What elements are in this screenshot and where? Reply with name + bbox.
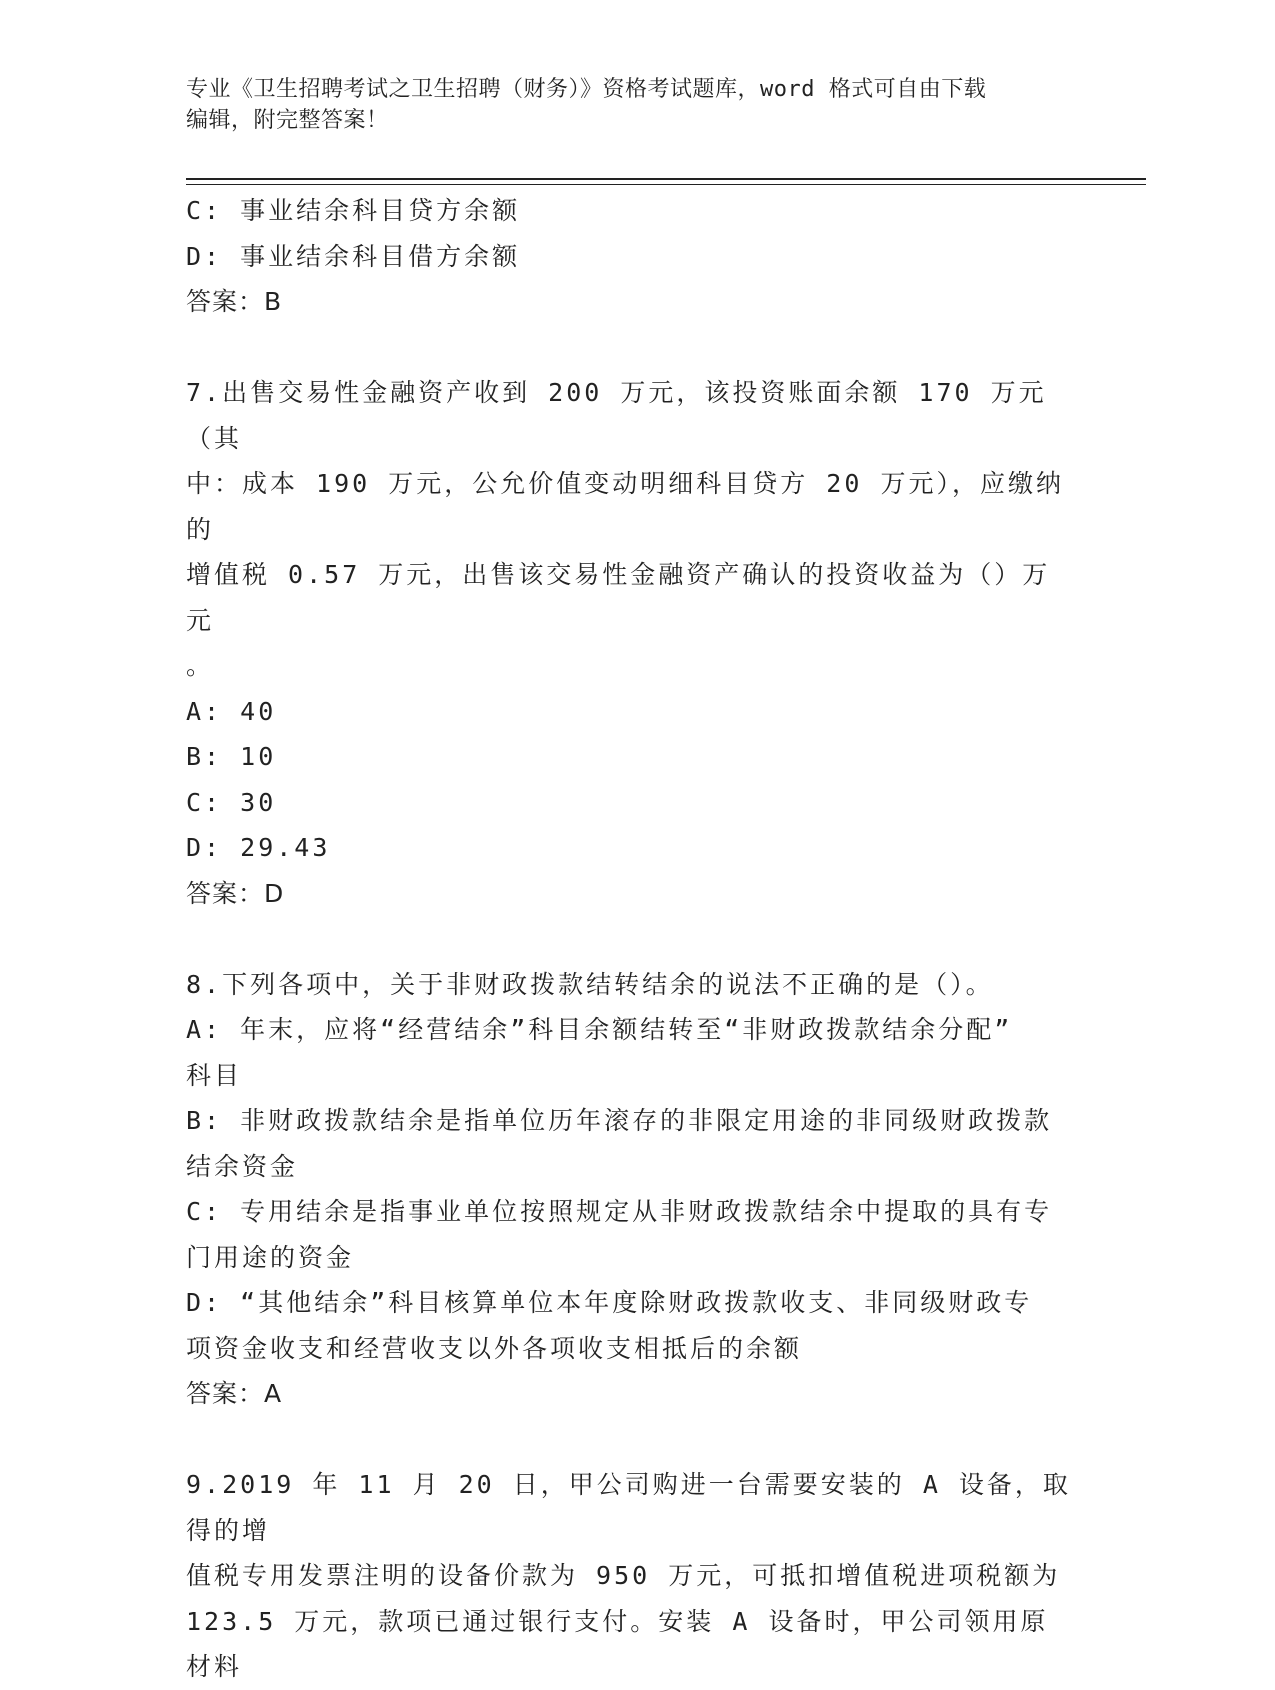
spacer <box>186 325 1071 371</box>
q8-option-d-line-1: D: “其他结余”科目核算单位本年度除财政拨款收支、非同级财政专 <box>186 1288 1033 1317</box>
q9-stem-line-1: 9.2019 年 11 月 20 日，甲公司购进一台需要安装的 A 设备，取得的增 <box>186 1470 1071 1545</box>
q8-stem: 8.下列各项中，关于非财政拨款结转结余的说法不正确的是（）。 <box>186 969 994 999</box>
q7-answer: 答案：D <box>186 878 285 908</box>
q9-stem-line-2: 值税专用发票注明的设备价款为 950 万元，可抵扣增值税进项税额为 <box>186 1561 1061 1590</box>
question-8 <box>186 962 1071 1417</box>
q7-option-d: D: 29.43 <box>186 833 331 862</box>
q7-stem-line-1: 7.出售交易性金融资产收到 200 万元，该投资账面余额 170 万元（其 <box>186 378 1047 453</box>
header-divider-thick <box>186 178 1146 180</box>
header-divider-thin <box>186 184 1146 185</box>
q7-stem-line-3: 增值税 0.57 万元，出售该交易性金融资产确认的投资收益为（）万元 <box>186 560 1051 635</box>
document-header <box>186 74 1056 136</box>
q9-stem-line-3: 123.5 万元，款项已通过银行支付。安装 A 设备时，甲公司领用原材料 <box>186 1606 1049 1681</box>
question-list <box>186 188 1071 1690</box>
q8-option-c-line-1: C: 专用结余是指事业单位按照规定从非财政拨款结余中提取的具有专 <box>186 1197 1053 1226</box>
spacer <box>186 1417 1071 1463</box>
q8-option-b-line-1: B: 非财政拨款结余是指单位历年滚存的非限定用途的非同级财政拨款 <box>186 1106 1053 1135</box>
q7-option-b: B: 10 <box>186 742 277 771</box>
q7-option-c: C: 30 <box>186 787 277 817</box>
q7-stem-line-4: 。 <box>186 651 215 680</box>
q8-option-d-line-2: 项资金收支和经营收支以外各项收支相抵后的余额 <box>186 1333 803 1363</box>
q6-option-d: D: 事业结余科目借方余额 <box>186 241 521 271</box>
q7-stem-line-2: 中：成本 190 万元，公允价值变动明细科目贷方 20 万元），应缴纳的 <box>186 469 1064 544</box>
q7-option-a: A: 40 <box>186 696 277 726</box>
q6-answer: 答案：B <box>186 287 283 316</box>
q8-option-a-line-1: A: 年末，应将“经营结余”科目余额结转至“非财政拨款结余分配” <box>186 1015 1013 1044</box>
q8-answer: 答案：A <box>186 1379 283 1408</box>
question-6-tail <box>186 188 1071 325</box>
q8-option-a-line-2: 科目 <box>186 1060 243 1090</box>
q8-option-c-line-2: 门用途的资金 <box>186 1242 355 1272</box>
question-7 <box>186 370 1071 916</box>
header-line-1: 专业《卫生招聘考试之卫生招聘（财务）》资格考试题库，word 格式可自由下载 <box>186 77 987 102</box>
question-9 <box>186 1462 1071 1690</box>
header-line-2: 编辑，附完整答案！ <box>186 108 389 133</box>
q8-option-b-line-2: 结余资金 <box>186 1151 299 1181</box>
spacer <box>186 916 1071 962</box>
q6-option-c: C: 事业结余科目贷方余额 <box>186 196 521 225</box>
